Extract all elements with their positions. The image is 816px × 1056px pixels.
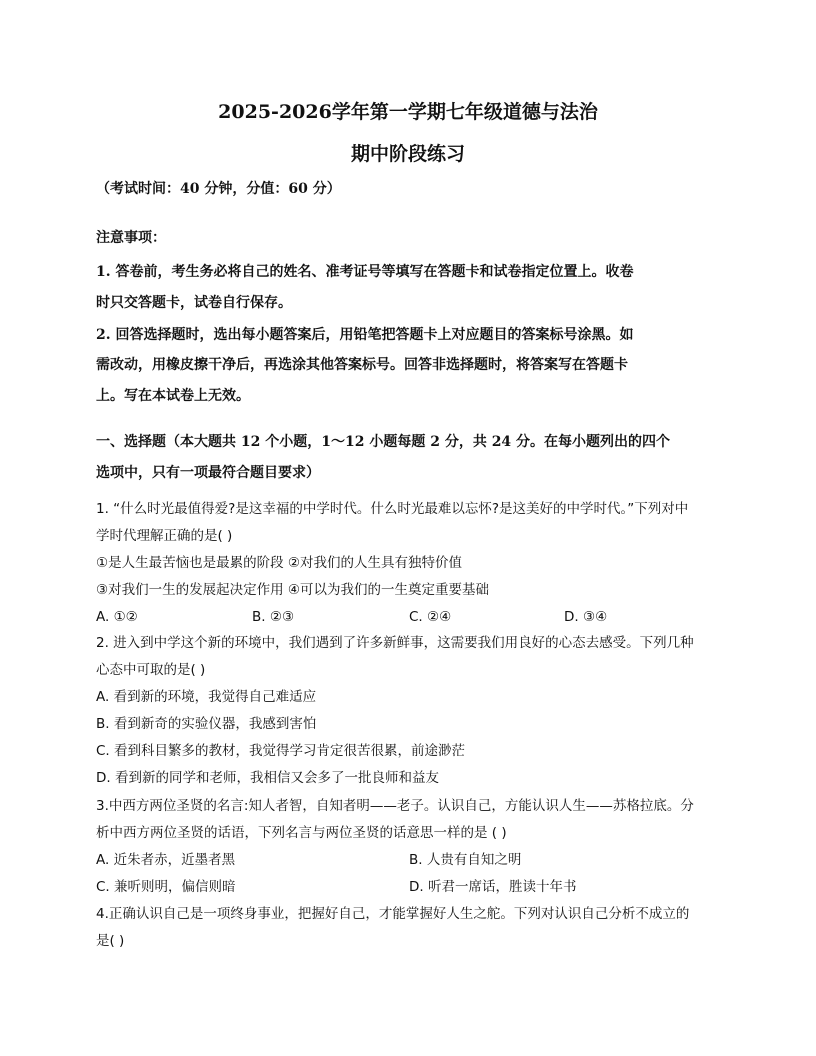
option-a: A. ①② (96, 609, 138, 625)
question-stem: 2. 进入到中学这个新的环境中，我们遇到了许多新鲜事，这需要我们用良好的心态去感受。下列几种 (96, 635, 694, 651)
question-stem: 学时代理解正确的是( ) (96, 528, 233, 544)
option-c: C. ②④ (409, 609, 452, 625)
option-c: C. 看到科目繁多的教材，我觉得学习肯定很苦很累，前途渺茫 (96, 743, 466, 759)
option-b: B. 看到新奇的实验仪器，我感到害怕 (96, 716, 317, 732)
option-d: D. ③④ (564, 609, 608, 625)
notice-line: 1. 答卷前，考生务必将自己的姓名、准考证号等填写在答题卡和试卷指定位置上。收卷 (96, 264, 634, 280)
notice-line: 上。写在本试卷上无效。 (96, 388, 250, 404)
option-c: C. 兼听则明，偏信则暗 (96, 879, 236, 895)
option-a: A. 看到新的环境，我觉得自己难适应 (96, 689, 317, 705)
section-heading: 选项中，只有一项最符合题目要求） (96, 465, 320, 481)
section-heading: 一、选择题（本大题共 12 个小题，1～12 小题每题 2 分，共 24 分。在每小题列出的四个 (96, 434, 671, 450)
question-statement: ③对我们一生的发展起决定作用 ④可以为我们的一生奠定重要基础 (96, 582, 489, 598)
option-b: B. ②③ (252, 609, 295, 625)
notice-heading: 注意事项： (96, 230, 166, 246)
exam-title: 2025-2026学年第一学期七年级道德与法治 (218, 101, 598, 123)
notice-line: 需改动，用橡皮擦干净后，再选涂其他答案标号。回答非选择题时，将答案写在答题卡 (96, 357, 628, 373)
question-stem: 3.中西方两位圣贤的名言:知人者智，自知者明——老子。认识自己，方能认识人生——苏格拉底。分 (96, 798, 694, 814)
question-statement: ①是人生最苦恼也是最累的阶段 ②对我们的人生具有独特价值 (96, 555, 462, 571)
exam-subtitle: 期中阶段练习 (350, 143, 465, 165)
option-b: B. 人贵有自知之明 (409, 852, 522, 868)
exam-info: （考试时间：40 分钟，分值：60 分） (96, 181, 341, 197)
question-stem: 心态中可取的是( ) (96, 662, 206, 678)
question-stem: 是( ) (96, 933, 125, 949)
question-stem: 1. “什么时光最值得爱?是这幸福的中学时代。什么时光最难以忘怀?是这美好的中学时代。”下列对中 (96, 501, 689, 517)
question-stem: 析中西方两位圣贤的话语，下列名言与两位圣贤的话意思一样的是 ( ) (96, 825, 507, 841)
question-stem: 4.正确认识自己是一项终身事业，把握好自己，才能掌握好人生之舵。下列对认识自己分析不成立的 (96, 906, 690, 922)
notice-line: 2. 回答选择题时，选出每小题答案后，用铅笔把答题卡上对应题目的答案标号涂黑。如 (96, 327, 634, 343)
option-d: D. 看到新的同学和老师，我相信又会多了一批良师和益友 (96, 770, 439, 786)
notice-line: 时只交答题卡，试卷自行保存。 (96, 295, 292, 311)
option-d: D. 听君一席话，胜读十年书 (409, 879, 577, 895)
option-a: A. 近朱者赤，近墨者黑 (96, 852, 236, 868)
